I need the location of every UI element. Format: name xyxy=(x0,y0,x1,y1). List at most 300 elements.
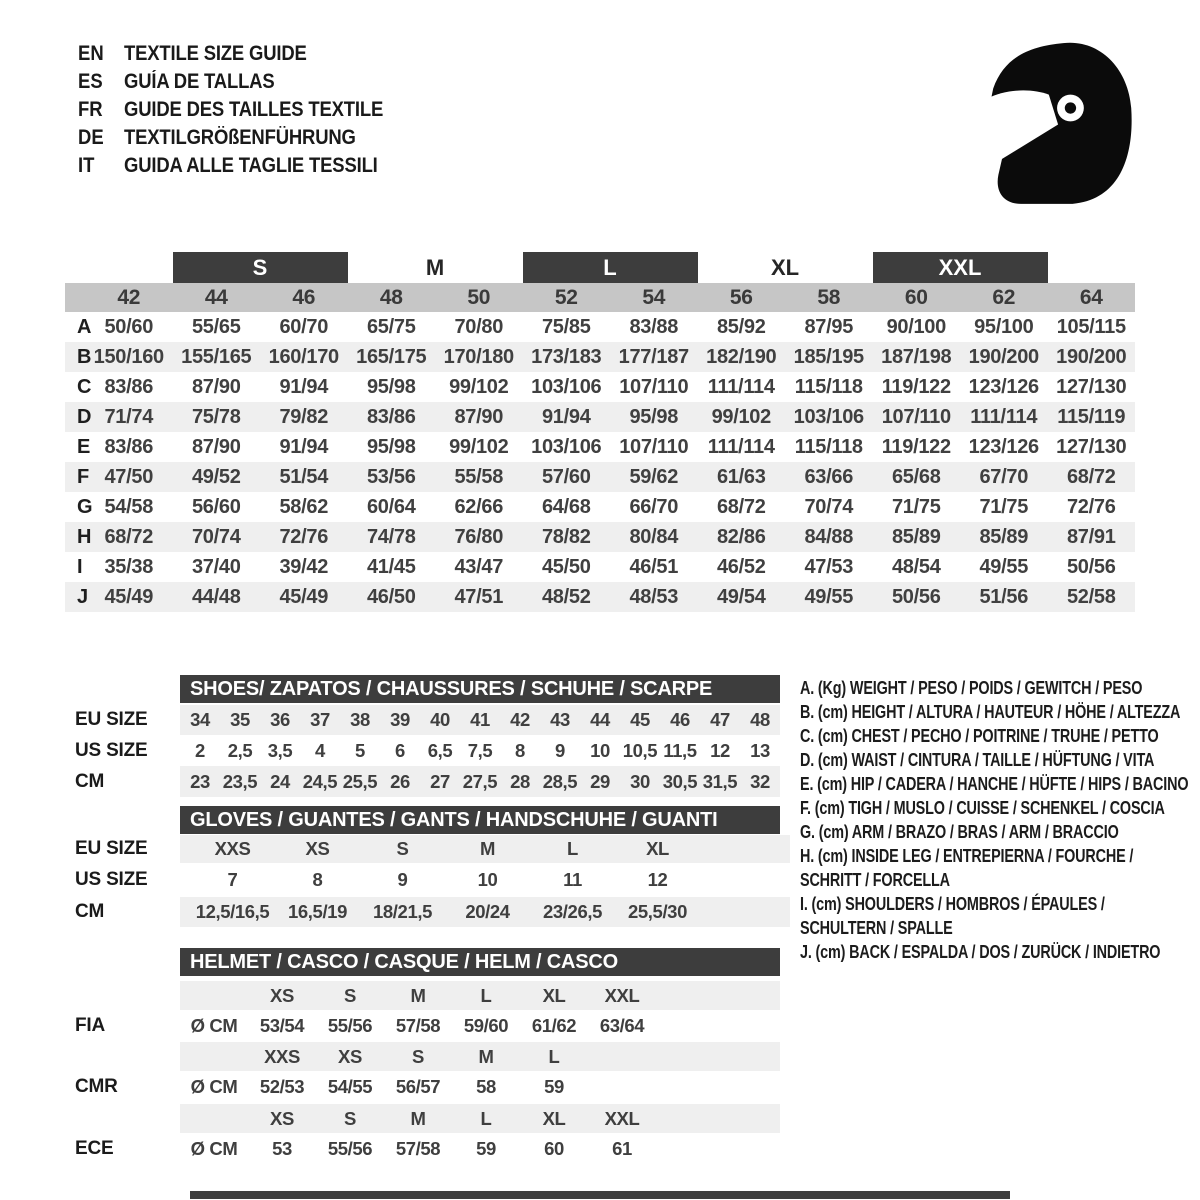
measurement-value: 103/106 xyxy=(531,436,602,458)
measurement-value: 44/48 xyxy=(191,586,241,608)
language-title: GUÍA DE TALLAS xyxy=(124,70,275,93)
empty-cell xyxy=(180,1042,248,1071)
numeric-size-label: 52 xyxy=(554,286,578,309)
measurement-value: 82/86 xyxy=(716,526,766,548)
measurement-value: 72/76 xyxy=(279,526,329,548)
shoes-value: 41 xyxy=(470,709,490,730)
shoes-value: 12 xyxy=(710,740,730,761)
measurement-value: 72/76 xyxy=(1066,496,1116,518)
legend-item xyxy=(800,844,1200,892)
measurement-value: 55/58 xyxy=(454,466,504,488)
helmet-size-label: XXL xyxy=(604,1108,640,1129)
gloves-value: 12,5/16,5 xyxy=(195,901,270,922)
measurement-value: 170/180 xyxy=(443,346,514,368)
gloves-row-label: EU SIZE xyxy=(75,838,148,859)
helmet-size-label: M xyxy=(410,1108,426,1129)
measurement-value: 111/114 xyxy=(970,406,1038,428)
helmet-value-row-fia xyxy=(180,1011,780,1041)
shoes-value: 42 xyxy=(510,709,530,730)
helmet-value: 55/56 xyxy=(327,1015,373,1036)
shoes-value: 23 xyxy=(190,771,210,792)
gloves-value: 9 xyxy=(397,869,408,890)
corner-cell xyxy=(65,283,85,312)
gloves-value: 16,5/19 xyxy=(288,901,347,922)
gloves-value: L xyxy=(567,838,578,859)
language-row xyxy=(78,68,418,96)
shoes-value: 27,5 xyxy=(462,771,498,792)
numeric-size-label: 62 xyxy=(992,286,1016,309)
helmet-value: 61 xyxy=(612,1138,632,1159)
measurement-value: 68/72 xyxy=(104,526,154,548)
measurement-value: 46/50 xyxy=(366,586,416,608)
language-code-it: IT xyxy=(78,154,95,177)
gloves-value: 11 xyxy=(563,869,582,890)
size-group-l: L xyxy=(523,252,698,283)
helmet-size-label: S xyxy=(344,985,356,1006)
measurement-value: 80/84 xyxy=(629,526,679,548)
measurement-row-c xyxy=(65,372,1135,402)
measurement-value: 79/82 xyxy=(279,406,329,428)
diameter-label: Ø CM xyxy=(190,1015,238,1036)
measurement-value: 68/72 xyxy=(716,496,766,518)
language-row xyxy=(78,152,418,180)
legend-line: B. (cm) HEIGHT / ALTURA / HAUTEUR / HÖHE / ALTEZZA xyxy=(800,702,1181,722)
measurement-value: 49/55 xyxy=(979,556,1029,578)
measurement-value: 71/75 xyxy=(891,496,941,518)
shoes-value: 6,5 xyxy=(427,740,453,761)
measurement-value: 185/195 xyxy=(793,346,864,368)
helmet-value: 59/60 xyxy=(463,1015,509,1036)
gloves-row xyxy=(180,835,790,863)
gloves-value: XL xyxy=(646,838,669,859)
measurement-value: 190/200 xyxy=(968,346,1039,368)
measurement-value: 103/106 xyxy=(793,406,864,428)
gloves-table-title: GLOVES / GUANTES / GANTS / HANDSCHUHE / GUANTI xyxy=(180,806,780,834)
shoes-value: 3,5 xyxy=(267,740,293,761)
shoes-value: 11,5 xyxy=(663,740,697,761)
shoes-value: 47 xyxy=(710,709,730,730)
gloves-value: XXS xyxy=(214,838,251,859)
measurement-value: 48/53 xyxy=(629,586,679,608)
measurement-value: 47/53 xyxy=(804,556,854,578)
gloves-row-label: CM xyxy=(75,901,105,922)
measurement-value: 52/58 xyxy=(1066,586,1116,608)
shoes-value: 25,5 xyxy=(342,771,378,792)
language-title: TEXTILGRÖßENFÜHRUNG xyxy=(124,126,356,149)
shoes-value: 7,5 xyxy=(467,740,493,761)
legend-item xyxy=(800,724,1200,748)
gloves-value: 25,5/30 xyxy=(628,901,687,922)
shoes-value: 31,5 xyxy=(702,771,738,792)
row-letter: D xyxy=(77,406,92,428)
empty-cell xyxy=(180,981,248,1010)
shoes-value: 8 xyxy=(515,740,525,761)
measurement-value: 70/74 xyxy=(804,496,854,518)
helmet-value: 61/62 xyxy=(531,1015,577,1036)
legend-line: D. (cm) WAIST / CINTURA / TAILLE / HÜFTUNG / VITA xyxy=(800,750,1155,770)
language-title-list xyxy=(78,40,418,180)
measurement-value: 83/86 xyxy=(104,376,154,398)
shoes-value: 28 xyxy=(510,771,530,792)
measurement-value: 63/66 xyxy=(804,466,854,488)
measurement-value: 68/72 xyxy=(1066,466,1116,488)
measurement-value: 65/68 xyxy=(891,466,941,488)
measurement-value: 49/54 xyxy=(716,586,766,608)
measurement-row-j xyxy=(65,582,1135,612)
measurement-row-e xyxy=(65,432,1135,462)
language-code-fr: FR xyxy=(78,98,103,121)
measurement-value: 155/165 xyxy=(181,346,252,368)
legend-item xyxy=(800,700,1200,724)
measurement-value: 105/115 xyxy=(1056,316,1126,338)
bottom-divider-bar xyxy=(190,1191,1010,1199)
gloves-value: S xyxy=(396,838,409,859)
measurement-value: 83/86 xyxy=(104,436,154,458)
measurement-value: 70/74 xyxy=(191,526,241,548)
shoes-row-label: EU SIZE xyxy=(75,709,148,730)
measurement-value: 67/70 xyxy=(979,466,1029,488)
helmet-sizes-row-fia xyxy=(180,981,780,1010)
measurement-value: 84/88 xyxy=(804,526,854,548)
legend-item xyxy=(800,676,1200,700)
legend-line: I. (cm) SHOULDERS / HOMBROS / ÉPAULES / xyxy=(800,894,1105,914)
gloves-value: 7 xyxy=(227,869,238,890)
shoes-value: 48 xyxy=(750,709,770,730)
shoes-value: 29 xyxy=(590,771,610,792)
measurement-value: 51/54 xyxy=(279,466,329,488)
helmet-size-label: XL xyxy=(542,985,566,1006)
helmet-value: 55/56 xyxy=(327,1138,373,1159)
shoes-value: 5 xyxy=(355,740,365,761)
shoes-value: 36 xyxy=(270,709,290,730)
gloves-value: 20/24 xyxy=(465,901,510,922)
helmet-value: 52/53 xyxy=(259,1076,305,1097)
helmet-size-label: XXS xyxy=(264,1046,300,1067)
helmet-value: 63/64 xyxy=(599,1015,645,1036)
measurement-value: 70/80 xyxy=(454,316,504,338)
measurement-value: 107/110 xyxy=(619,376,689,398)
helmet-value-row-ece xyxy=(180,1134,780,1164)
gloves-row xyxy=(180,897,790,927)
numeric-size-label: 44 xyxy=(204,286,228,309)
measurement-value: 85/92 xyxy=(716,316,766,338)
measurement-value: 47/50 xyxy=(104,466,154,488)
shoes-value: 27 xyxy=(430,771,450,792)
measurement-value: 71/74 xyxy=(104,406,154,428)
language-code-de: DE xyxy=(78,126,104,149)
row-letter: I xyxy=(77,556,83,578)
measurement-value: 177/187 xyxy=(618,346,689,368)
row-letter: E xyxy=(77,436,91,458)
legend-line: SCHULTERN / SPALLE xyxy=(800,918,953,938)
gloves-value: 18/21,5 xyxy=(373,901,432,922)
measurement-value: 119/122 xyxy=(881,376,951,398)
row-letter: H xyxy=(77,526,92,548)
legend-line: H. (cm) INSIDE LEG / ENTREPIERNA / FOURCHE / xyxy=(800,846,1134,866)
measurement-value: 123/126 xyxy=(968,436,1039,458)
numeric-size-header-row xyxy=(65,283,1135,312)
row-letter: F xyxy=(77,466,89,488)
measurement-value: 99/102 xyxy=(711,406,771,428)
measurement-value: 107/110 xyxy=(619,436,689,458)
legend-line: SCHRITT / FORCELLA xyxy=(800,870,950,890)
measurement-value: 87/90 xyxy=(191,376,241,398)
shoes-value: 37 xyxy=(310,709,330,730)
measurement-value: 165/175 xyxy=(356,346,427,368)
measurement-value: 95/98 xyxy=(366,376,416,398)
helmet-size-label: XXL xyxy=(604,985,640,1006)
shoes-value: 2,5 xyxy=(227,740,253,761)
measurement-value: 187/198 xyxy=(881,346,952,368)
helmet-value: 58 xyxy=(476,1076,496,1097)
measurement-value: 87/90 xyxy=(454,406,504,428)
helmet-sizes-row-ece xyxy=(180,1104,780,1133)
measurement-value: 85/89 xyxy=(979,526,1029,548)
helmet-value: 54/55 xyxy=(327,1076,373,1097)
helmet-value: 56/57 xyxy=(395,1076,441,1097)
numeric-size-label: 46 xyxy=(292,286,316,309)
measurement-value: 90/100 xyxy=(886,316,946,338)
measurement-value: 83/88 xyxy=(629,316,679,338)
size-group-header-row xyxy=(65,252,1135,283)
measurement-value: 173/183 xyxy=(531,346,602,368)
measurement-row-d xyxy=(65,402,1135,432)
language-row xyxy=(78,40,418,68)
shoes-value: 46 xyxy=(670,709,690,730)
measurement-value: 107/110 xyxy=(881,406,951,428)
language-title: GUIDE DES TAILLES TEXTILE xyxy=(124,98,384,121)
gloves-value: 23/26,5 xyxy=(543,901,602,922)
measurement-value: 115/119 xyxy=(1057,406,1126,428)
shoes-row-label: CM xyxy=(75,771,105,792)
size-group-m: M xyxy=(425,255,445,280)
legend-line: C. (cm) CHEST / PECHO / POITRINE / TRUHE / PETTO xyxy=(800,726,1159,746)
measurement-value: 48/52 xyxy=(541,586,591,608)
measurement-value: 62/66 xyxy=(454,496,504,518)
language-row xyxy=(78,96,418,124)
measurement-value: 91/94 xyxy=(279,376,329,398)
legend-item xyxy=(800,772,1200,796)
measurement-value: 37/40 xyxy=(191,556,241,578)
measurement-value: 74/78 xyxy=(366,526,416,548)
shoes-value: 38 xyxy=(350,709,370,730)
shoes-value: 2 xyxy=(195,740,205,761)
helmet-size-label: XL xyxy=(542,1108,566,1129)
shoes-value: 30 xyxy=(630,771,650,792)
measurement-value: 65/75 xyxy=(366,316,416,338)
measurement-value: 123/126 xyxy=(968,376,1039,398)
shoes-value: 13 xyxy=(750,740,770,761)
measurement-value: 87/90 xyxy=(191,436,241,458)
row-letter: B xyxy=(77,346,92,368)
measurement-value: 111/114 xyxy=(707,376,775,398)
measurement-value: 46/52 xyxy=(716,556,766,578)
measurement-value: 50/60 xyxy=(104,316,154,338)
measurement-value: 58/62 xyxy=(279,496,329,518)
measurement-value: 85/89 xyxy=(891,526,941,548)
helmet-value-row-cmr xyxy=(180,1072,780,1102)
numeric-size-label: 64 xyxy=(1079,286,1103,309)
measurement-value: 56/60 xyxy=(191,496,241,518)
shoes-value: 9 xyxy=(555,740,565,761)
shoes-value: 26 xyxy=(390,771,410,792)
helmet-size-label: S xyxy=(344,1108,356,1129)
measurement-value: 83/86 xyxy=(366,406,416,428)
gloves-value: 10 xyxy=(477,869,498,890)
measurement-value: 190/200 xyxy=(1056,346,1127,368)
standard-label-ece: ECE xyxy=(75,1138,114,1159)
measurement-value: 115/118 xyxy=(794,436,863,458)
diameter-label: Ø CM xyxy=(190,1076,238,1097)
measurement-value: 46/51 xyxy=(629,556,679,578)
gloves-row-label: US SIZE xyxy=(75,869,148,890)
shoes-value: 24,5 xyxy=(302,771,338,792)
shoes-value: 43 xyxy=(550,709,570,730)
shoes-value: 39 xyxy=(390,709,410,730)
row-letter: G xyxy=(77,496,93,518)
helmet-value: 59 xyxy=(544,1076,564,1097)
helmet-icon xyxy=(975,38,1135,210)
measurement-value: 71/75 xyxy=(979,496,1029,518)
language-title: GUIDA ALLE TAGLIE TESSILI xyxy=(124,154,378,177)
numeric-size-label: 54 xyxy=(642,286,666,309)
diameter-label: Ø CM xyxy=(190,1138,238,1159)
measurement-row-b xyxy=(65,342,1135,372)
measurement-value: 39/42 xyxy=(279,556,329,578)
numeric-size-label: 60 xyxy=(904,286,928,309)
measurement-value: 150/160 xyxy=(93,346,164,368)
measurement-row-f xyxy=(65,462,1135,492)
legend-item xyxy=(800,748,1200,772)
measurement-value: 78/82 xyxy=(541,526,591,548)
measurement-value: 55/65 xyxy=(191,316,241,338)
measurement-value: 45/50 xyxy=(541,556,591,578)
legend-item xyxy=(800,796,1200,820)
standard-label-cmr: CMR xyxy=(75,1076,118,1097)
legend-line: J. (cm) BACK / ESPALDA / DOS / ZURÜCK / INDIETRO xyxy=(800,942,1161,962)
standard-label-fia: FIA xyxy=(75,1015,106,1036)
helmet-size-label: XS xyxy=(270,1108,294,1129)
shoes-row-label: US SIZE xyxy=(75,740,148,761)
measurement-value: 75/78 xyxy=(191,406,241,428)
helmet-size-label: XS xyxy=(270,985,294,1006)
legend-item xyxy=(800,892,1200,940)
helmet-size-label: XS xyxy=(338,1046,362,1067)
visor-pivot-dot xyxy=(1065,102,1076,113)
measurement-value: 127/130 xyxy=(1056,376,1127,398)
measurement-value: 75/85 xyxy=(541,316,591,338)
measurement-row-i xyxy=(65,552,1135,582)
measurement-value: 49/55 xyxy=(804,586,854,608)
shoes-value: 28,5 xyxy=(542,771,578,792)
helmet-value: 57/58 xyxy=(395,1015,441,1036)
shoes-row xyxy=(180,766,780,797)
shoes-value: 23,5 xyxy=(222,771,258,792)
measurement-value: 59/62 xyxy=(629,466,679,488)
shoes-table-title: SHOES/ ZAPATOS / CHAUSSURES / SCHUHE / SCARPE xyxy=(180,675,780,703)
shoes-value: 6 xyxy=(395,740,405,761)
shoes-value: 32 xyxy=(750,771,770,792)
helmet-size-label: M xyxy=(410,985,426,1006)
measurement-value: 64/68 xyxy=(541,496,591,518)
legend-line: E. (cm) HIP / CADERA / HANCHE / HÜFTE / HIPS / BACINO xyxy=(800,774,1189,794)
shoes-value: 45 xyxy=(630,709,650,730)
row-letter: A xyxy=(77,316,92,338)
shoes-value: 24 xyxy=(270,771,290,792)
numeric-size-label: 48 xyxy=(379,286,403,309)
helmet-sizes-row-cmr xyxy=(180,1042,780,1071)
measurement-value: 87/95 xyxy=(804,316,854,338)
shoes-value: 34 xyxy=(190,709,210,730)
helmet-value: 57/58 xyxy=(395,1138,441,1159)
measurement-value: 99/102 xyxy=(449,376,509,398)
numeric-size-label: 58 xyxy=(817,286,841,309)
language-row xyxy=(78,124,418,152)
measurement-value: 76/80 xyxy=(454,526,504,548)
size-group-s: S xyxy=(173,252,348,283)
measurement-value: 45/49 xyxy=(279,586,329,608)
measurement-row-h xyxy=(65,522,1135,552)
gloves-value: XS xyxy=(305,838,330,859)
measurement-value: 91/94 xyxy=(279,436,329,458)
measurement-value: 45/49 xyxy=(104,586,154,608)
helmet-size-label: S xyxy=(412,1046,424,1067)
helmet-size-label: L xyxy=(480,1108,492,1129)
measurement-value: 35/38 xyxy=(104,556,154,578)
measurement-value: 66/70 xyxy=(629,496,679,518)
legend-line: G. (cm) ARM / BRAZO / BRAS / ARM / BRACCIO xyxy=(800,822,1119,842)
measurement-value: 51/56 xyxy=(979,586,1029,608)
helmet-size-label: L xyxy=(480,985,492,1006)
helmet-value: 53 xyxy=(272,1138,292,1159)
shoes-value: 30,5 xyxy=(662,771,698,792)
measurement-value: 95/100 xyxy=(974,316,1034,338)
helmet-value: 60 xyxy=(544,1138,564,1159)
language-title: TEXTILE SIZE GUIDE xyxy=(124,42,307,65)
legend-item xyxy=(800,820,1200,844)
size-group-xxl: XXL xyxy=(873,252,1048,283)
shoes-row xyxy=(180,705,780,735)
helmet-table-title: HELMET / CASCO / CASQUE / HELM / CASCO xyxy=(180,948,780,976)
language-code-en: EN xyxy=(78,42,104,65)
measurement-value: 60/70 xyxy=(279,316,329,338)
measurement-value: 95/98 xyxy=(629,406,679,428)
language-code-es: ES xyxy=(78,70,103,93)
shoes-value: 4 xyxy=(315,740,325,761)
shoes-row xyxy=(180,736,780,766)
measurement-value: 53/56 xyxy=(366,466,416,488)
shoes-value: 10 xyxy=(590,740,610,761)
measurement-value: 91/94 xyxy=(541,406,591,428)
numeric-size-label: 56 xyxy=(729,286,753,309)
measurement-value: 103/106 xyxy=(531,376,602,398)
legend-item xyxy=(800,940,1200,964)
measurement-value: 99/102 xyxy=(449,436,509,458)
measurement-value: 182/190 xyxy=(706,346,777,368)
measurement-value: 87/91 xyxy=(1066,526,1116,548)
legend-line: F. (cm) TIGH / MUSLO / CUISSE / SCHENKEL / COSCIA xyxy=(800,798,1165,818)
measurement-rows xyxy=(65,312,1135,612)
empty-cell xyxy=(180,1104,248,1133)
row-letter: C xyxy=(77,376,92,398)
numeric-size-label: 50 xyxy=(467,286,491,309)
shoes-value: 10,5 xyxy=(622,740,658,761)
measurement-row-g xyxy=(65,492,1135,522)
measurement-value: 111/114 xyxy=(707,436,775,458)
measurement-value: 115/118 xyxy=(794,376,863,398)
helmet-size-label: L xyxy=(548,1046,560,1067)
size-group-xl: XL xyxy=(770,255,800,280)
